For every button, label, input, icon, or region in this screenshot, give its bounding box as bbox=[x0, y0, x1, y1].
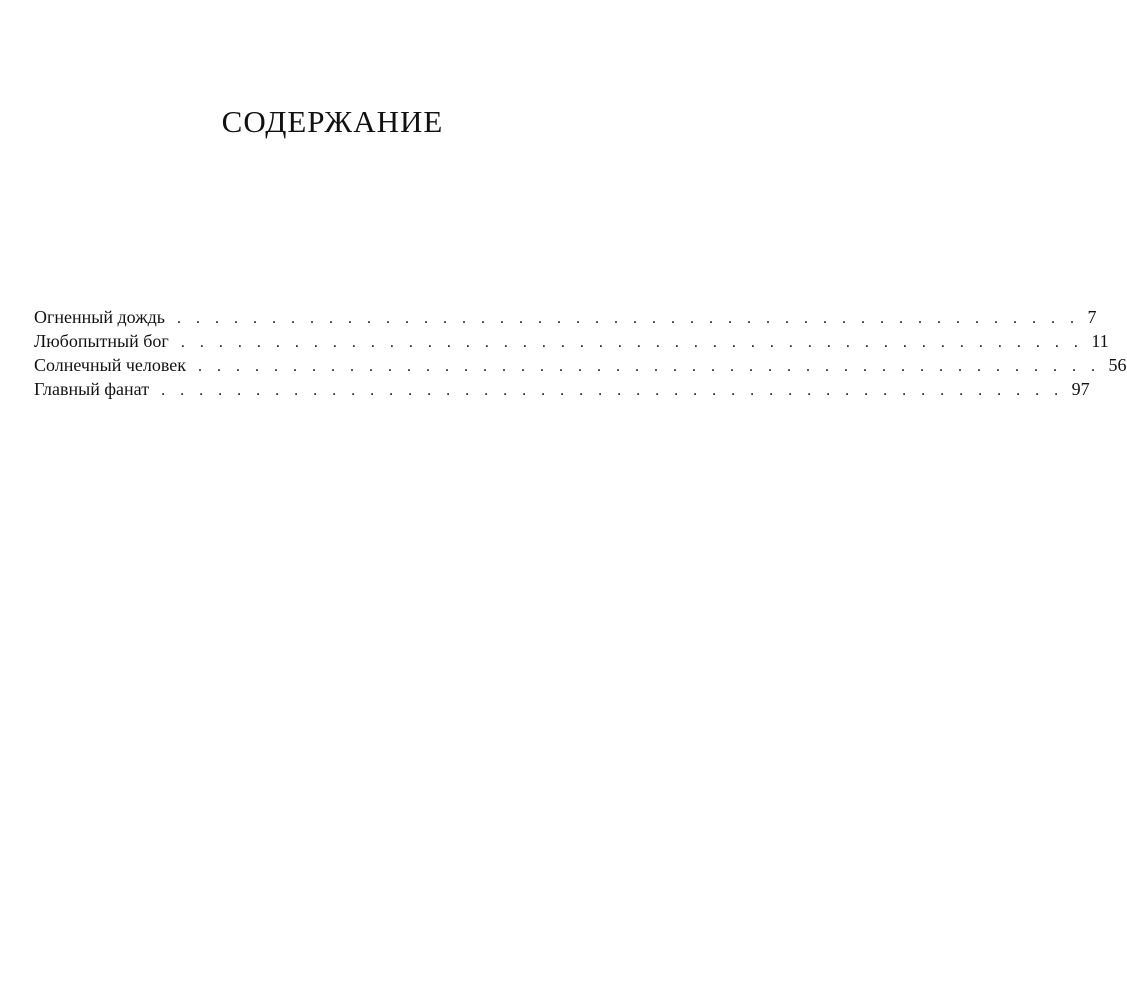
toc-entry-title: Солнечный человек bbox=[34, 355, 186, 375]
toc-entry bbox=[34, 305, 1097, 329]
toc-entry bbox=[34, 377, 1090, 401]
toc-entry-page: 56 bbox=[1108, 355, 1127, 375]
toc-leader-dots: . . . . . . . . . . . . . . . . . . . . . . . . . . . . . . . . . . . . . . . . . . . . . . . . bbox=[180, 334, 1084, 351]
table-of-contents bbox=[34, 305, 1127, 401]
toc-entry-page: 7 bbox=[1087, 307, 1097, 327]
page-title: СОДЕРЖАНИЕ bbox=[221, 104, 444, 139]
toc-entry-title: Огненный дождь bbox=[34, 307, 166, 327]
toc-entry bbox=[34, 353, 1127, 377]
toc-entry-title: Любопытный бог bbox=[34, 331, 169, 351]
toc-entry bbox=[34, 329, 1109, 353]
toc-leader-dots: . . . . . . . . . . . . . . . . . . . . . . . . . . . . . . . . . . . . . . . . . . . . . . . . bbox=[198, 358, 1101, 375]
toc-entry-title: Главный фанат bbox=[34, 379, 150, 399]
toc-leader-dots: . . . . . . . . . . . . . . . . . . . . . . . . . . . . . . . . . . . . . . . . . . . . . . . . bbox=[177, 310, 1080, 327]
toc-leader-dots: . . . . . . . . . . . . . . . . . . . . . . . . . . . . . . . . . . . . . . . . . . . . . . . . bbox=[161, 382, 1064, 399]
toc-entry-page: 97 bbox=[1071, 379, 1090, 399]
toc-entry-page: 11 bbox=[1091, 331, 1109, 351]
